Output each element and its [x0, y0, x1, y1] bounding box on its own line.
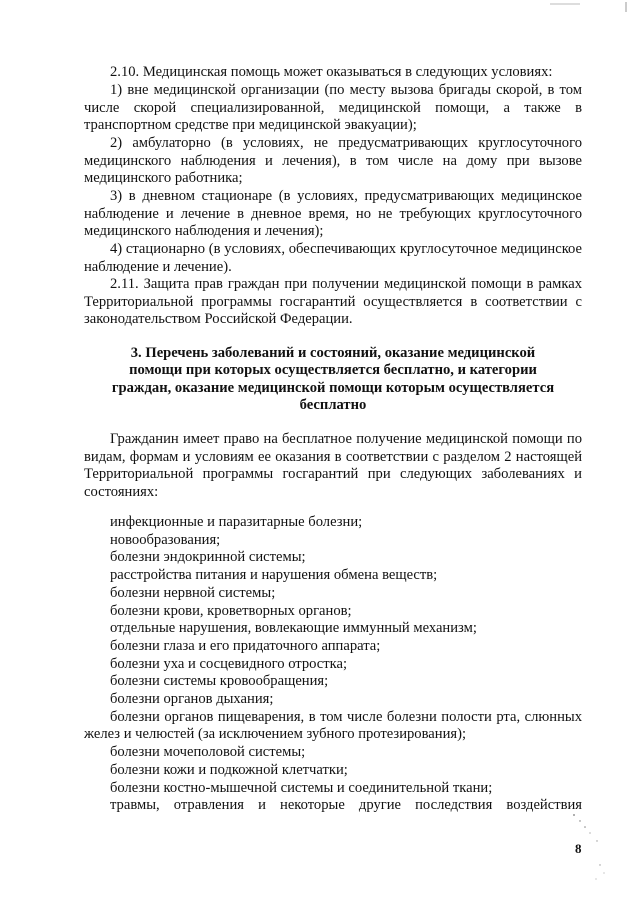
- paragraph-condition-3: 3) в дневном стационаре (в условиях, предусматривающих медицинское наблюдение и лечение в дневное время, но не требующих круглосуточного медицинского наблюдения и лечения);: [84, 188, 582, 240]
- paragraph-2-11: 2.11. Защита прав граждан при получении медицинской помощи в рамках Территориальной программы госгарантий осуществляется в соответствии с законодательством Российской Федерации.: [84, 276, 582, 328]
- intro-paragraph: Гражданин имеет право на бесплатное получение медицинской помощи по видам, формам и условиям ее оказания в соответствии с разделом 2 настоящей Территориальной программы госгарантий при следующих заболеваниях и состояниях:: [84, 431, 582, 500]
- list-item: отдельные нарушения, вовлекающие иммунный механизм;: [110, 620, 477, 637]
- paragraph-condition-2: 2) амбулаторно (в условиях, не предусматривающих круглосуточного медицинского наблюдения и лечения), в том числе на дому при вызове медицинского работника;: [84, 135, 582, 187]
- list-item: травмы, отравления и некоторые другие последствия воздействия: [110, 797, 582, 814]
- list-item: болезни крови, кроветворных органов;: [110, 602, 352, 619]
- list-item: болезни кожи и подкожной клетчатки;: [110, 761, 348, 778]
- list-item: болезни нервной системы;: [110, 584, 276, 601]
- list-item: расстройства питания и нарушения обмена веществ;: [110, 567, 438, 584]
- paragraph-2-10: 2.10. Медицинская помощь может оказываться в следующих условиях:: [110, 64, 553, 80]
- list-item: болезни глаза и его придаточного аппарата;: [110, 637, 381, 654]
- list-item: болезни эндокринной системы;: [110, 549, 306, 566]
- list-item: инфекционные и паразитарные болезни;: [110, 514, 363, 530]
- disease-list: [84, 514, 582, 815]
- list-item: болезни мочеполовой системы;: [110, 744, 306, 761]
- list-item: болезни органов пищеварения, в том числе болезни полости рта, слюнных желез и челюстей (за исключением зубного протезирования);: [84, 708, 582, 743]
- list-item: болезни органов дыхания;: [110, 691, 274, 708]
- scan-mark-top: [540, 0, 640, 20]
- list-item: болезни уха и сосцевидного отростка;: [110, 655, 348, 672]
- scan-speckle: [560, 805, 620, 895]
- list-item: новообразования;: [110, 531, 221, 548]
- paragraph-condition-1: 1) вне медицинской организации (по месту вызова бригады скорой, в том числе скорой специализированной, медицинской помощи, а также в транспортном средстве при медицинской эвакуации);: [84, 82, 582, 134]
- section-heading: 3. Перечень заболеваний и состояний, оказание медицинской помощи при которых осуществляется бесплатно, и категории граждан, оказание медицинской помощи которым осуществляется бесплатно: [111, 345, 555, 414]
- page-number: 8: [575, 841, 582, 856]
- list-item: болезни костно-мышечной системы и соединительной ткани;: [110, 779, 493, 796]
- paragraph-condition-4: 4) стационарно (в условиях, обеспечивающих круглосуточное медицинское наблюдение и лечение).: [84, 241, 582, 275]
- list-item: болезни системы кровообращения;: [110, 673, 329, 690]
